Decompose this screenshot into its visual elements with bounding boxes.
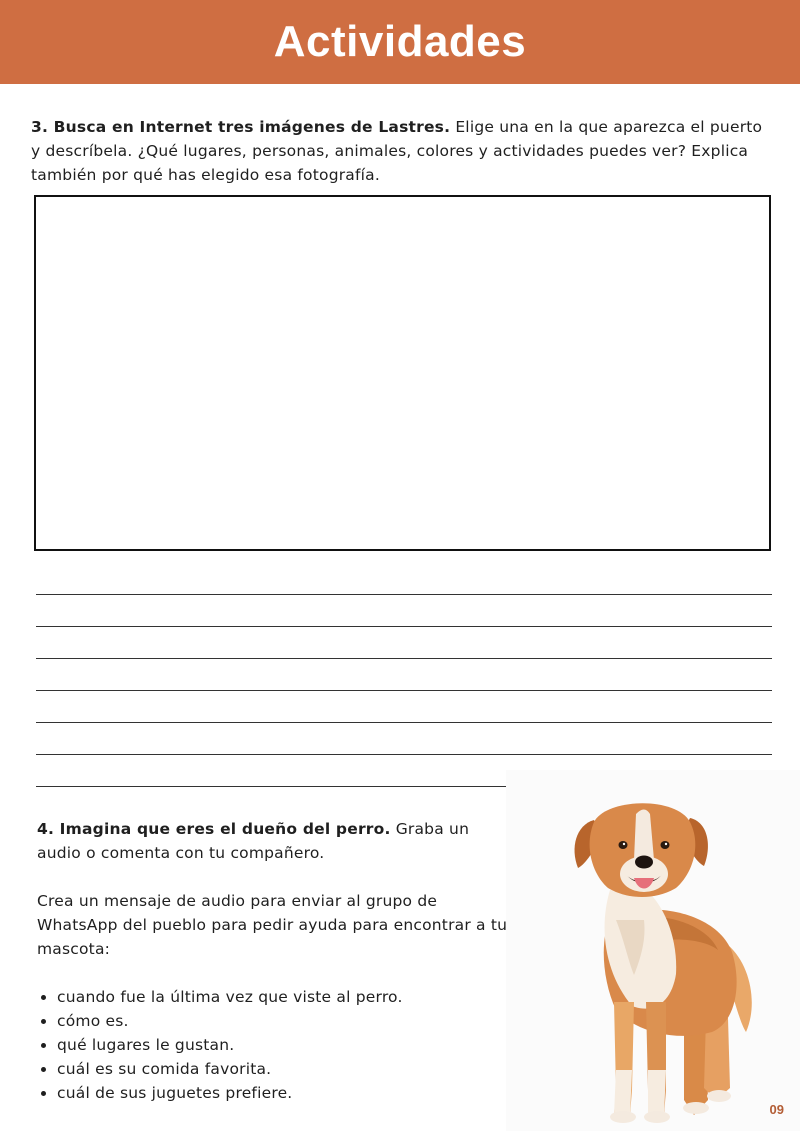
page-header [0, 0, 800, 84]
list-item: • cuando fue la última vez que viste al perro. [57, 985, 512, 1009]
writing-line [36, 722, 772, 723]
activity-3-heading: 3. Busca en Internet tres imágenes de Lastres. [31, 118, 451, 136]
page-title: Actividades [273, 17, 527, 66]
writing-line [36, 594, 772, 595]
activity-4-bullet-list [37, 985, 512, 1105]
list-item: • cuál de sus juguetes prefiere. [57, 1081, 512, 1105]
activity-3-instructions [31, 115, 776, 187]
dog-image [506, 770, 800, 1131]
page-number: 09 [769, 1102, 784, 1117]
activity-4-paragraph: Crea un mensaje de audio para enviar al grupo de WhatsApp del pueblo para pedir ayuda para encontrar a tu mascota: [37, 892, 508, 958]
list-item: • qué lugares le gustan. [57, 1033, 512, 1057]
writing-line [36, 754, 772, 755]
writing-line [36, 690, 772, 691]
list-item: • cómo es. [57, 1009, 512, 1033]
activity-4-intro [37, 817, 512, 865]
activity-3-text: Elige una en la que aparezca el puerto y descríbela. ¿Qué lugares, personas, animales, colores y actividades puedes ver? Explica también por qué has elegido esa fotografía. [31, 118, 763, 184]
activity-4-text: Graba un audio o comenta con tu compañero. [37, 820, 470, 862]
activity-4-instructions [37, 817, 512, 1105]
writing-line [36, 658, 772, 659]
photo-placeholder-box [34, 195, 771, 551]
list-item: • cuál es su comida favorita. [57, 1057, 512, 1081]
activity-4-heading: 4. Imagina que eres el dueño del perro. [37, 820, 391, 838]
writing-line [36, 626, 772, 627]
